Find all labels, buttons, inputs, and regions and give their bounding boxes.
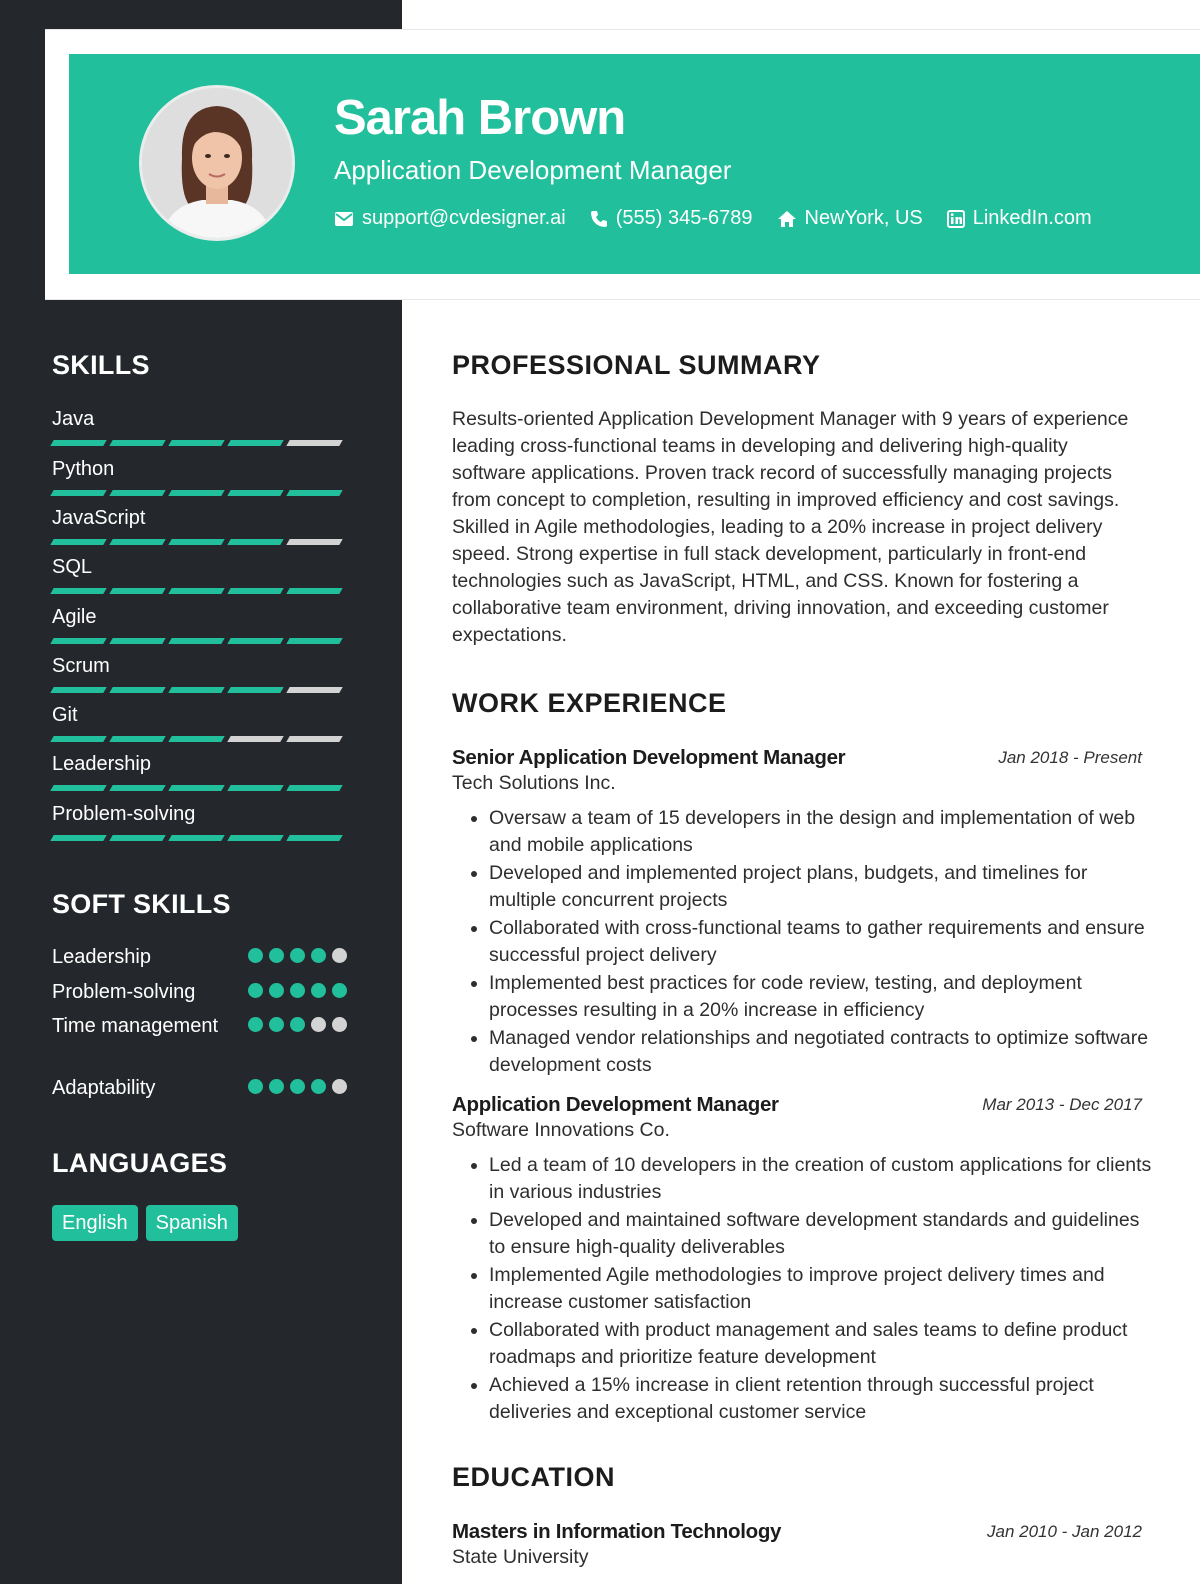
languages-heading: LANGUAGES xyxy=(52,1148,228,1178)
skill-bar-filled xyxy=(227,539,283,545)
education-school: State University xyxy=(452,1546,589,1568)
education-degree: Masters in Information Technology xyxy=(452,1520,782,1543)
skill-bar-empty xyxy=(286,736,342,742)
rating-dot-filled xyxy=(248,948,263,963)
skill-name: Java xyxy=(52,408,95,430)
skill-name: JavaScript xyxy=(52,507,146,529)
skill-bar-filled xyxy=(168,785,224,791)
job-bullet: • Collaborated with cross-functional teams to gather requirements and ensure successful project delivery xyxy=(489,915,1152,969)
skill-bar-filled xyxy=(109,539,165,545)
skill-bar-filled xyxy=(227,785,283,791)
skill-item xyxy=(52,702,348,742)
skill-bar-empty xyxy=(286,687,342,693)
skill-item xyxy=(52,505,348,545)
skill-item xyxy=(52,406,348,446)
rating-dot-filled xyxy=(311,948,326,963)
skill-item xyxy=(52,554,348,594)
soft-skill-name: Problem-solving xyxy=(52,981,196,1003)
job-company: Software Innovations Co. xyxy=(452,1119,670,1141)
skill-bar-filled xyxy=(227,588,283,594)
skill-level-bar xyxy=(52,736,348,742)
job-bullets xyxy=(452,1152,1152,1427)
experience-heading: WORK EXPERIENCE xyxy=(452,688,727,718)
skill-level-bar xyxy=(52,588,348,594)
skill-bar-filled xyxy=(168,539,224,545)
contact-location-text: NewYork, US xyxy=(804,207,923,229)
soft-skill-rating xyxy=(248,1079,347,1094)
rating-dot-filled xyxy=(311,983,326,998)
contact-location xyxy=(777,207,923,230)
skill-bar-filled xyxy=(286,588,342,594)
rating-dot-filled xyxy=(290,1079,305,1094)
job-bullet: • Developed and maintained software development standards and guidelines to ensure high-quality deliverables xyxy=(489,1207,1152,1261)
rating-dot-filled xyxy=(269,1017,284,1032)
portrait-illustration xyxy=(142,88,292,238)
candidate-name: Sarah Brown xyxy=(334,91,626,145)
skill-bar-empty xyxy=(286,440,342,446)
skill-item xyxy=(52,604,348,644)
skill-bar-filled xyxy=(109,736,165,742)
skill-bar-filled xyxy=(286,490,342,496)
rating-dot-empty xyxy=(332,1017,347,1032)
job-company: Tech Solutions Inc. xyxy=(452,772,616,794)
skill-bar-filled xyxy=(168,588,224,594)
rating-dot-empty xyxy=(332,1079,347,1094)
skill-level-bar xyxy=(52,687,348,693)
skill-name: Leadership xyxy=(52,753,151,775)
skill-item xyxy=(52,801,348,841)
rating-dot-empty xyxy=(332,948,347,963)
skill-bar-filled xyxy=(50,687,106,693)
language-tag: Spanish xyxy=(146,1205,238,1241)
skill-bar-filled xyxy=(168,687,224,693)
education-heading: EDUCATION xyxy=(452,1462,615,1492)
skill-level-bar xyxy=(52,835,348,841)
skill-level-bar xyxy=(52,638,348,644)
job-title: Application Development Manager xyxy=(452,1093,779,1116)
soft-skill-rating xyxy=(248,1017,347,1032)
job-bullet: • Implemented Agile methodologies to improve project delivery times and increase customer satisfaction xyxy=(489,1262,1152,1316)
job-title: Senior Application Development Manager xyxy=(452,746,846,769)
skill-bar-filled xyxy=(50,785,106,791)
skill-bar-filled xyxy=(50,736,106,742)
job-bullet: • Developed and implemented project plans, budgets, and timelines for multiple concurrent projects xyxy=(489,860,1152,914)
skill-bar-filled xyxy=(286,835,342,841)
skill-name: Git xyxy=(52,704,78,726)
phone-icon xyxy=(590,210,608,228)
skill-bar-filled xyxy=(168,638,224,644)
job-bullet: • Managed vendor relationships and negotiated contracts to optimize software development costs xyxy=(489,1025,1152,1079)
skill-bar-filled xyxy=(50,835,106,841)
summary-heading: PROFESSIONAL SUMMARY xyxy=(452,350,821,380)
contact-linkedin-text: LinkedIn.com xyxy=(972,207,1092,229)
avatar xyxy=(139,85,295,241)
skill-name: SQL xyxy=(52,556,93,578)
skill-bar-filled xyxy=(109,638,165,644)
candidate-role: Application Development Manager xyxy=(334,155,732,185)
rating-dot-filled xyxy=(290,983,305,998)
summary-text: Results-oriented Application Development Manager with 9 years of experience leading cross-functional teams in developing and delivering high-quality software applications. Proven track record of successfully managing projects from concept to completion, resulting in improved efficiency and cost savings. Skilled in Agile methodologies, leading to a 20% increase in project delivery speed. Strong expertise in full stack development, particularly in front-end technologies such as JavaScript, HTML, and CSS. Known for fostering a collaborative team environment, driving innovation, and exceeding customer expectations. xyxy=(452,408,1129,646)
job-bullet: • Led a team of 10 developers in the creation of custom applications for clients in various industries xyxy=(489,1152,1152,1206)
rating-dot-filled xyxy=(332,983,347,998)
skill-level-bar xyxy=(52,539,348,545)
envelope-icon xyxy=(334,211,354,227)
soft-skills-heading: SOFT SKILLS xyxy=(52,889,231,919)
language-tag: English xyxy=(52,1205,138,1241)
skill-bar-filled xyxy=(50,440,106,446)
rating-dot-filled xyxy=(269,983,284,998)
skill-bar-filled xyxy=(227,687,283,693)
skill-bar-empty xyxy=(227,736,283,742)
skill-name: Problem-solving xyxy=(52,803,196,825)
skill-bar-filled xyxy=(50,638,106,644)
skill-level-bar xyxy=(52,440,348,446)
skill-bar-filled xyxy=(50,588,106,594)
home-icon xyxy=(777,210,797,228)
skill-bar-filled xyxy=(168,835,224,841)
job-bullet: • Implemented best practices for code review, testing, and deployment processes resulting in a 20% increase in efficiency xyxy=(489,970,1152,1024)
skill-level-bar xyxy=(52,490,348,496)
languages-list xyxy=(52,1205,238,1241)
skill-bar-filled xyxy=(227,835,283,841)
soft-skill-item xyxy=(52,1013,348,1039)
rating-dot-filled xyxy=(248,1079,263,1094)
soft-skill-name: Leadership xyxy=(52,946,151,968)
skill-bar-filled xyxy=(50,490,106,496)
job-bullet: • Oversaw a team of 15 developers in the design and implementation of web and mobile applications xyxy=(489,805,1152,859)
job-bullets xyxy=(452,805,1152,1080)
skill-name: Agile xyxy=(52,606,97,628)
skill-bar-filled xyxy=(286,638,342,644)
skill-bar-filled xyxy=(227,440,283,446)
soft-skill-item xyxy=(52,979,348,1005)
skill-bar-filled xyxy=(50,539,106,545)
skill-bar-filled xyxy=(168,736,224,742)
rating-dot-filled xyxy=(248,1017,263,1032)
skill-item xyxy=(52,456,348,496)
skill-bar-filled xyxy=(168,490,224,496)
contact-row xyxy=(334,207,1092,230)
rating-dot-filled xyxy=(290,1017,305,1032)
job-bullet: • Achieved a 15% increase in client retention through successful project deliveries and exceptional customer service xyxy=(489,1372,1152,1426)
skill-item xyxy=(52,751,348,791)
skill-bar-filled xyxy=(109,835,165,841)
skill-bar-filled xyxy=(109,490,165,496)
job-bullet: • Collaborated with product management and sales teams to define product roadmaps and prioritize feature development xyxy=(489,1317,1152,1371)
skill-bar-empty xyxy=(286,539,342,545)
soft-skill-name: Adaptability xyxy=(52,1077,156,1099)
contact-phone[interactable] xyxy=(590,207,753,230)
soft-skill-rating xyxy=(248,948,347,963)
skill-bar-filled xyxy=(168,440,224,446)
job-date: Mar 2013 - Dec 2017 xyxy=(982,1095,1142,1114)
skill-level-bar xyxy=(52,785,348,791)
rating-dot-empty xyxy=(311,1017,326,1032)
contact-email-text: support@cvdesigner.ai xyxy=(362,207,566,229)
rating-dot-filled xyxy=(248,983,263,998)
rating-dot-filled xyxy=(269,1079,284,1094)
skill-item xyxy=(52,653,348,693)
skill-bar-filled xyxy=(227,638,283,644)
soft-skill-item xyxy=(52,1075,348,1101)
linkedin-icon xyxy=(947,210,965,228)
job-date: Jan 2018 - Present xyxy=(998,748,1142,767)
skill-bar-filled xyxy=(109,588,165,594)
contact-phone-text: (555) 345-6789 xyxy=(615,207,753,229)
skill-bar-filled xyxy=(286,785,342,791)
soft-skill-name: Time management xyxy=(52,1015,218,1037)
rating-dot-filled xyxy=(269,948,284,963)
skill-name: Python xyxy=(52,458,115,480)
contact-email[interactable] xyxy=(334,207,566,230)
skill-bar-filled xyxy=(109,440,165,446)
soft-skill-item xyxy=(52,944,348,970)
rating-dot-filled xyxy=(311,1079,326,1094)
skills-heading: SKILLS xyxy=(52,350,150,380)
skill-bar-filled xyxy=(109,785,165,791)
education-date: Jan 2010 - Jan 2012 xyxy=(986,1522,1142,1541)
contact-linkedin[interactable] xyxy=(947,207,1092,230)
skill-bar-filled xyxy=(109,687,165,693)
skill-name: Scrum xyxy=(52,655,110,677)
soft-skill-rating xyxy=(248,983,347,998)
skill-bar-filled xyxy=(227,490,283,496)
rating-dot-filled xyxy=(290,948,305,963)
